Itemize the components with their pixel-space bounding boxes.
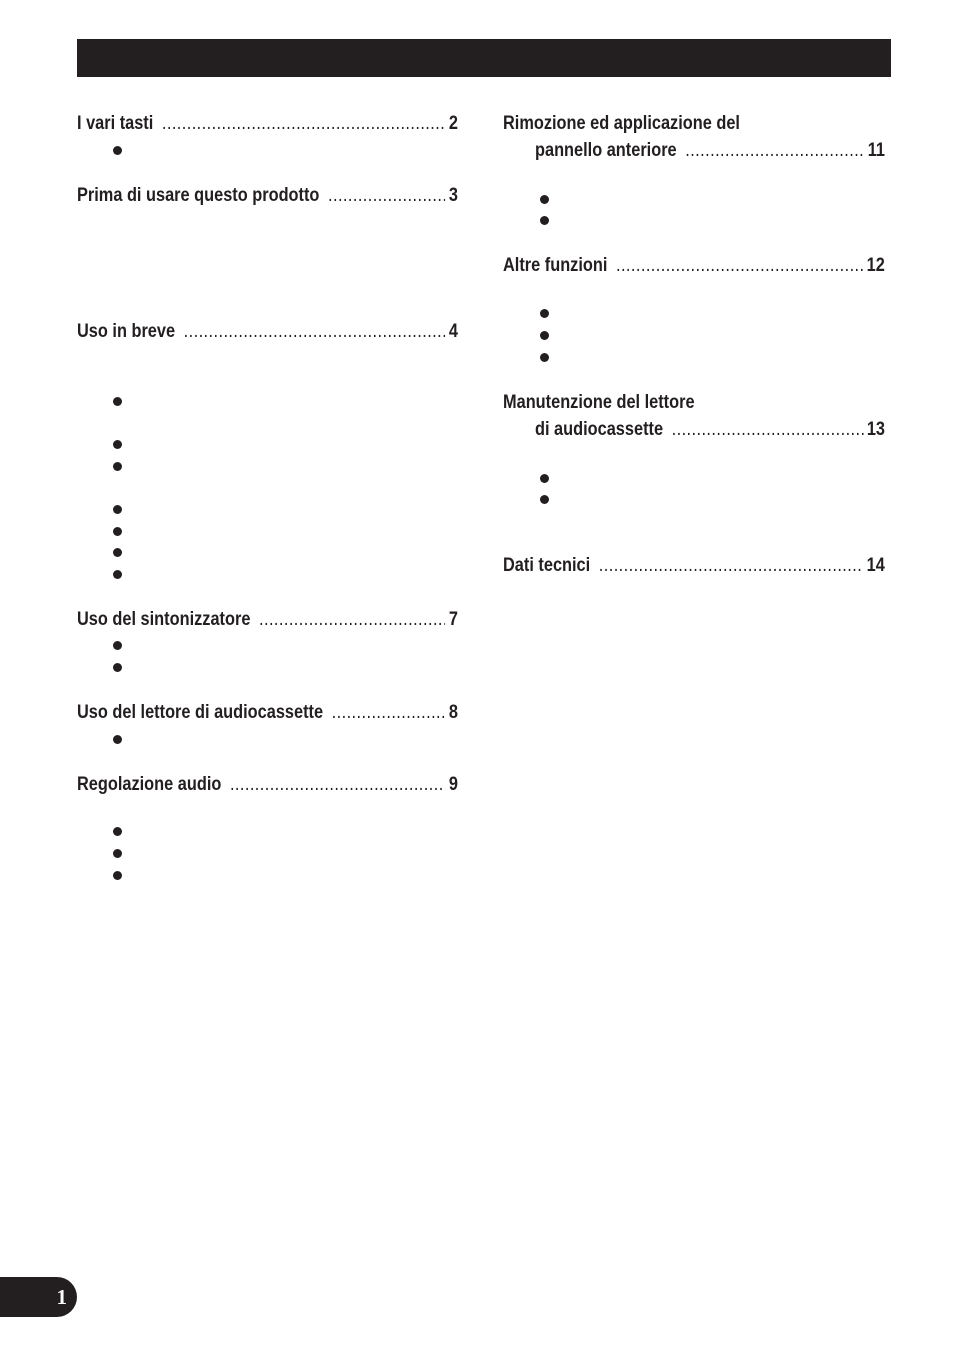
toc-title: Uso del sintonizzatore (77, 609, 251, 630)
bullet-icon (113, 548, 122, 557)
bullet-icon (113, 871, 122, 880)
toc-entry-prima-di-usare[interactable] (77, 185, 458, 207)
page-number: 1 (56, 1285, 67, 1309)
toc-title: Altre funzioni (503, 255, 608, 276)
bullet-icon (540, 216, 549, 225)
bullet-icon (113, 641, 122, 650)
toc-title: Prima di usare questo prodotto (77, 185, 320, 206)
toc-title-line1: Rimozione ed applicazione del (503, 113, 740, 134)
toc-entry-uso-in-breve[interactable] (77, 321, 458, 343)
bullet-icon (540, 309, 549, 318)
dot-leader (162, 113, 446, 135)
toc-entry-rimozione-pannello[interactable] (535, 140, 885, 162)
dot-leader (685, 140, 864, 162)
bullet-icon (540, 195, 549, 204)
toc-title: pannello anteriore (535, 140, 677, 161)
dot-leader (616, 255, 863, 277)
toc-page: 13 (866, 419, 886, 440)
toc-page: 2 (448, 113, 458, 134)
header-bar (77, 39, 891, 77)
bullet-icon (113, 663, 122, 672)
bullet-icon (113, 735, 122, 744)
dot-leader (259, 609, 445, 631)
bullet-icon (113, 849, 122, 858)
toc-entry-altre-funzioni[interactable] (503, 255, 885, 277)
dot-leader (332, 702, 446, 724)
toc-page: 7 (448, 609, 458, 630)
bullet-icon (540, 495, 549, 504)
toc-page: 12 (866, 255, 885, 276)
bullet-icon (540, 353, 549, 362)
toc-entry-regolazione-audio[interactable] (77, 774, 458, 796)
dot-leader (184, 321, 446, 343)
toc-page: 8 (448, 702, 458, 723)
toc-title: Regolazione audio (77, 774, 222, 795)
toc-title-line1: Manutenzione del lettore (503, 392, 695, 413)
toc-title: Uso in breve (77, 321, 176, 342)
toc-page: 11 (867, 140, 886, 161)
bullet-icon (113, 146, 122, 155)
toc-page: 14 (866, 555, 885, 576)
bullet-icon (113, 827, 122, 836)
dot-leader (672, 419, 864, 441)
toc-entry-dati-tecnici[interactable] (503, 555, 885, 577)
bullet-icon (540, 474, 549, 483)
toc-page: 9 (448, 774, 458, 795)
page-number-badge (0, 1277, 77, 1317)
dot-leader (599, 555, 863, 577)
toc-page: 4 (448, 321, 458, 342)
dot-leader (328, 185, 445, 207)
bullet-icon (113, 570, 122, 579)
toc-entry-uso-del-sintonizzatore[interactable] (77, 609, 458, 631)
toc-title: Uso del lettore di audiocassette (77, 702, 324, 723)
bullet-icon (540, 331, 549, 340)
bullet-icon (113, 527, 122, 536)
bullet-icon (113, 397, 122, 406)
toc-entry-manutenzione[interactable] (535, 419, 885, 441)
toc-entry-i-vari-tasti[interactable] (77, 113, 458, 135)
dot-leader (230, 774, 445, 796)
bullet-icon (113, 440, 122, 449)
bullet-icon (113, 462, 122, 471)
bullet-icon (113, 505, 122, 514)
toc-entry-uso-del-lettore[interactable] (77, 702, 458, 724)
toc-page: 3 (448, 185, 458, 206)
toc-title: Dati tecnici (503, 555, 591, 576)
toc-title: di audiocassette (535, 419, 664, 440)
toc-title: I vari tasti (77, 113, 154, 134)
